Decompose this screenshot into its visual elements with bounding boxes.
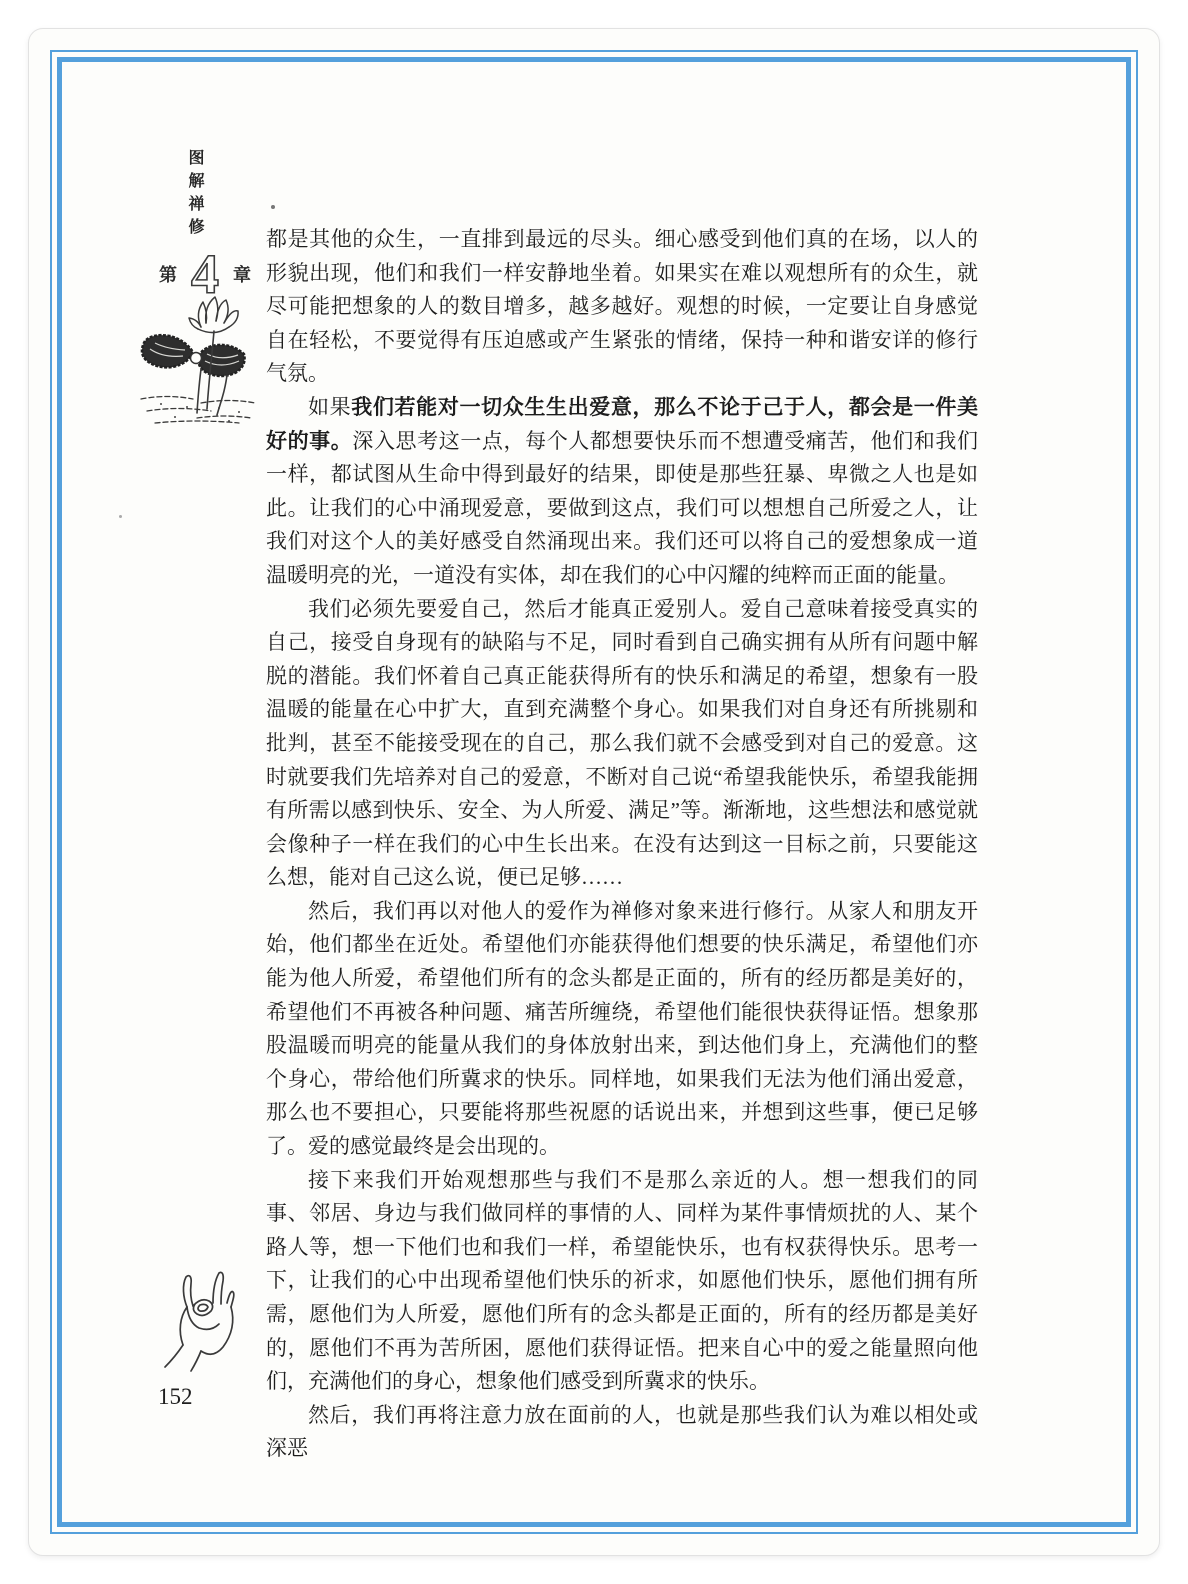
book-page [28, 28, 1160, 1556]
scan-speck [119, 515, 122, 518]
body-text [266, 223, 978, 1466]
paragraph-love-acquaintances: 接下来我们开始观想那些与我们不是那么亲近的人。想一想我们的同事、邻居、身边与我们做同样的事情的人、同样为某件事情烦扰的人、某个路人等，想一下他们也和我们一样，希望能快乐，也有权获得快乐。思考一下，让我们的心中出现希望他们快乐的祈求，如愿他们快乐，愿他们拥有所需，愿他们为人所爱，愿他们所有的念头都是正面的，所有的经历都是美好的，愿他们不再为苦所困，愿他们获得证悟。把来自心中的爱之能量照向他们，充满他们的身心，想象他们感受到所冀求的快乐。 [266, 1167, 978, 1394]
paragraph-love-yourself: 我们必须先要爱自己，然后才能真正爱别人。爱自己意味着接受真实的自己，接受自身现有的缺陷与不足，同时看到自己确实拥有从所有问题中解脱的潜能。我们怀着自己真正能获得所有的快乐和满足的希望，想象有一股温暖的能量在心中扩大，直到充满整个身心。如果我们对自身还有所挑剔和批判，甚至不能接受现在的自己，那么我们就不会感受到对自己的爱意。这时就要我们先培养对自己的爱意，不断对自己说“希望我能快乐，希望我能拥有所需以感到快乐、安全、为人所爱、满足”等。渐渐地，这些想法和感觉就会像种子一样在我们的心中生长出来。在没有达到这一目标之前，只要能这么想，能对自己这么说，便已足够…… [266, 596, 978, 890]
lotus-icon [137, 295, 259, 429]
paragraph-love-family-friends: 然后，我们再以对他人的爱作为禅修对象来进行修行。从家人和朋友开始，他们都坐在近处。希望他们亦能获得他们想要的快乐满足，希望他们亦能为他人所爱，希望他们所有的念头都是正面的，所有的经历都是美好的，希望他们不再被各种问题、痛苦所缠绕，希望他们能很快获得证悟。想象那股温暖而明亮的能量从我们的身体放射出来，到达他们身上，充满他们的整个身心，带给他们所冀求的快乐。同样地，如果我们无法为他们涌出爱意，那么也不要担心，只要能将那些祝愿的话说出来，并想到这些事，便已足够了。爱的感觉最终是会出现的。 [266, 898, 978, 1159]
chapter-suffix: 章 [233, 265, 251, 285]
scan-speck [271, 205, 275, 209]
chapter-number: 4 [191, 245, 219, 303]
bold-emphasis: 我们若能对一切众生生出爱意，那么不论于己于人，都会是一件美好的事。 [266, 394, 979, 453]
paragraph-prefix: 如果 [308, 394, 352, 419]
paragraph-love-difficult-people: 然后，我们再将注意力放在面前的人，也就是那些我们认为难以相处或深恶 [266, 1402, 978, 1461]
paragraph-continuation: 都是其他的众生，一直排到最远的尽头。细心感受到他们真的在场，以人的形貌出现，他们和我们一样安静地坐着。如果实在难以观想所有的众生，就尽可能把想象的人的数目增多，越多越好。观想的时候，一定要让自身感觉自在轻松，不要觉得有压迫感或产生紧张的情绪，保持一种和谐安详的修行气氛。 [266, 227, 978, 386]
chapter-prefix: 第 [159, 265, 177, 285]
book-title-vertical: 图解禅修 [186, 149, 203, 241]
mudra-hand-icon [159, 1267, 245, 1375]
mudra-hand-illustration [159, 1267, 245, 1380]
page-number: 152 [158, 1384, 193, 1409]
paragraph-love-all-beings [266, 391, 978, 593]
paragraph-rest: 深入思考这一点，每个人都想要快乐而不想遭受痛苦，他们和我们一样，都试图从生命中得到最好的结果，即使是那些狂暴、卑微之人也是如此。让我们的心中涌现爱意，要做到这点，我们可以想想自己所爱之人，让我们对这个人的美好感受自然涌现出来。我们还可以将自己的爱想象成一道温暖明亮的光，一道没有实体，却在我们的心中闪耀的纯粹而正面的能量。 [266, 428, 978, 587]
lotus-illustration [137, 295, 259, 434]
